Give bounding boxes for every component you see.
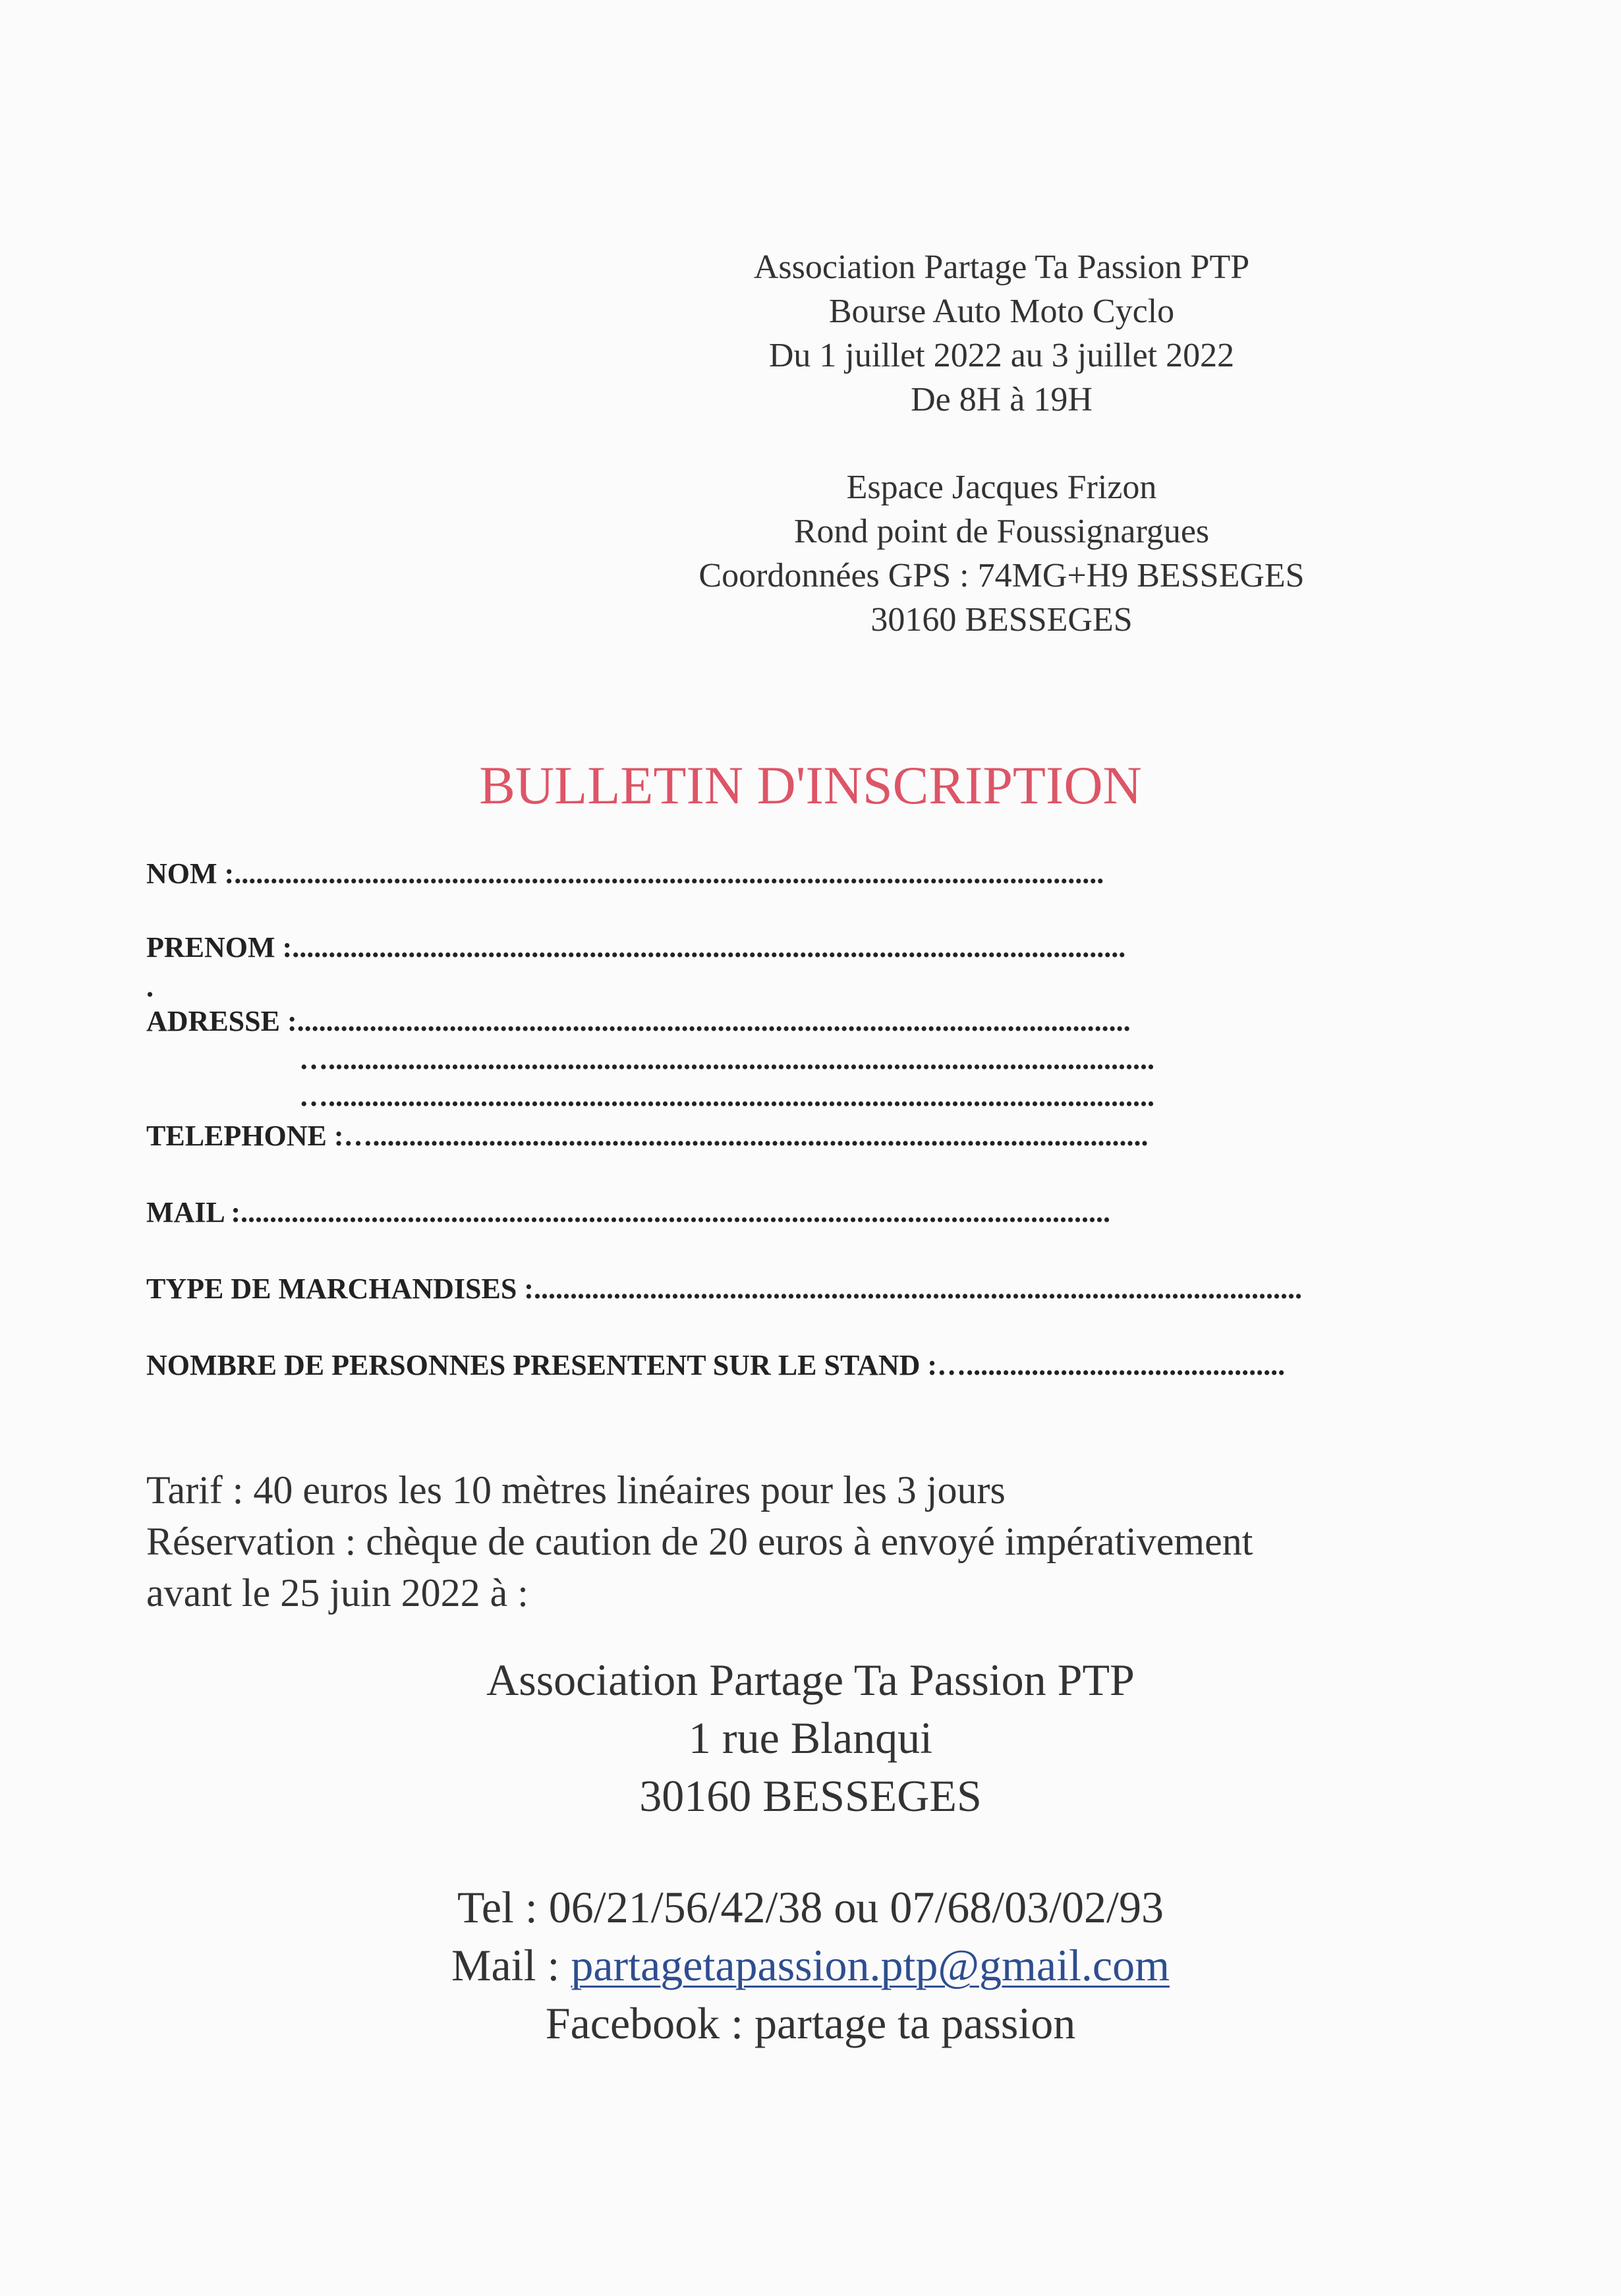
mailing-address — [0, 1651, 1621, 1825]
venue-info — [633, 465, 1371, 642]
field-nom-dots: ........................................................................................................................ — [234, 857, 1104, 890]
address-city: 30160 BESSEGES — [639, 1771, 982, 1821]
venue-city: 30160 BESSEGES — [870, 601, 1133, 639]
address-street: 1 rue Blanqui — [688, 1713, 933, 1763]
field-adresse-label: ADRESSE : — [146, 1005, 297, 1037]
field-telephone-dots: …........................................................................................................... — [343, 1120, 1149, 1152]
venue-gps: Coordonnées GPS : 74MG+H9 BESSEGES — [698, 557, 1305, 594]
field-nombre-label: NOMBRE DE PERSONNES PRESENTENT SUR LE STAND : — [146, 1349, 938, 1381]
field-nombre-dots: …............................................ — [937, 1349, 1286, 1381]
deadline-line: avant le 25 juin 2022 à : — [146, 1571, 528, 1615]
event-header — [659, 245, 1344, 422]
field-telephone-label: TELEPHONE : — [146, 1120, 344, 1152]
contact-mail-label: Mail : — [451, 1940, 571, 1990]
contact-facebook: Facebook : partage ta passion — [545, 1998, 1076, 2048]
email-link[interactable]: partagetapassion.ptp@gmail.com — [571, 1940, 1170, 1990]
field-nom[interactable] — [146, 855, 1104, 892]
field-adresse-line-3[interactable] — [299, 1078, 1154, 1115]
field-prenom-label: PRENOM : — [146, 931, 293, 963]
field-nom-label: NOM : — [146, 857, 235, 890]
event-dates: Du 1 juillet 2022 au 3 juillet 2022 — [768, 337, 1235, 374]
field-prenom-dots: ................................................................................................................... — [292, 931, 1126, 963]
field-type-dots: .......................................................................................................... — [533, 1273, 1302, 1305]
venue-street: Rond point de Foussignargues — [793, 513, 1210, 550]
field-nombre-personnes[interactable] — [146, 1347, 1285, 1384]
field-adresse-dots-3: ….................................................................................................................. — [299, 1080, 1154, 1112]
field-adresse-dots-2: ….................................................................................................................. — [299, 1043, 1154, 1076]
tarif-info — [146, 1464, 1464, 1619]
field-type-label: TYPE DE MARCHANDISES : — [146, 1273, 534, 1305]
event-hours: De 8H à 19H — [911, 381, 1093, 418]
field-mail[interactable] — [146, 1194, 1110, 1231]
form-title: BULLETIN D'INSCRIPTION — [479, 755, 1142, 815]
reservation-line: Réservation : chèque de caution de 20 euros à envoyé impérativement — [146, 1520, 1253, 1563]
event-name: Bourse Auto Moto Cyclo — [828, 293, 1175, 330]
contact-mail — [0, 1936, 1621, 1994]
tarif-line: Tarif : 40 euros les 10 mètres linéaires pour les 3 jours — [146, 1468, 1006, 1512]
field-adresse-dots-1: ................................................................................................................... — [297, 1005, 1131, 1037]
field-mail-dots: ........................................................................................................................ — [241, 1196, 1110, 1228]
field-mail-label: MAIL : — [146, 1196, 241, 1228]
venue-name: Espace Jacques Frizon — [846, 469, 1157, 506]
contact-info — [0, 1878, 1621, 2052]
stray-dot: . — [146, 971, 154, 1003]
field-telephone[interactable] — [146, 1118, 1149, 1155]
field-adresse[interactable] — [146, 1003, 1131, 1040]
address-association: Association Partage Ta Passion PTP — [486, 1655, 1135, 1705]
field-adresse-line-2[interactable] — [299, 1041, 1154, 1078]
field-prenom[interactable] — [146, 929, 1125, 966]
association-name: Association Partage Ta Passion PTP — [753, 248, 1250, 286]
contact-tel: Tel : 06/21/56/42/38 ou 07/68/03/02/93 — [457, 1882, 1164, 1932]
field-type-marchandises[interactable] — [146, 1271, 1302, 1307]
